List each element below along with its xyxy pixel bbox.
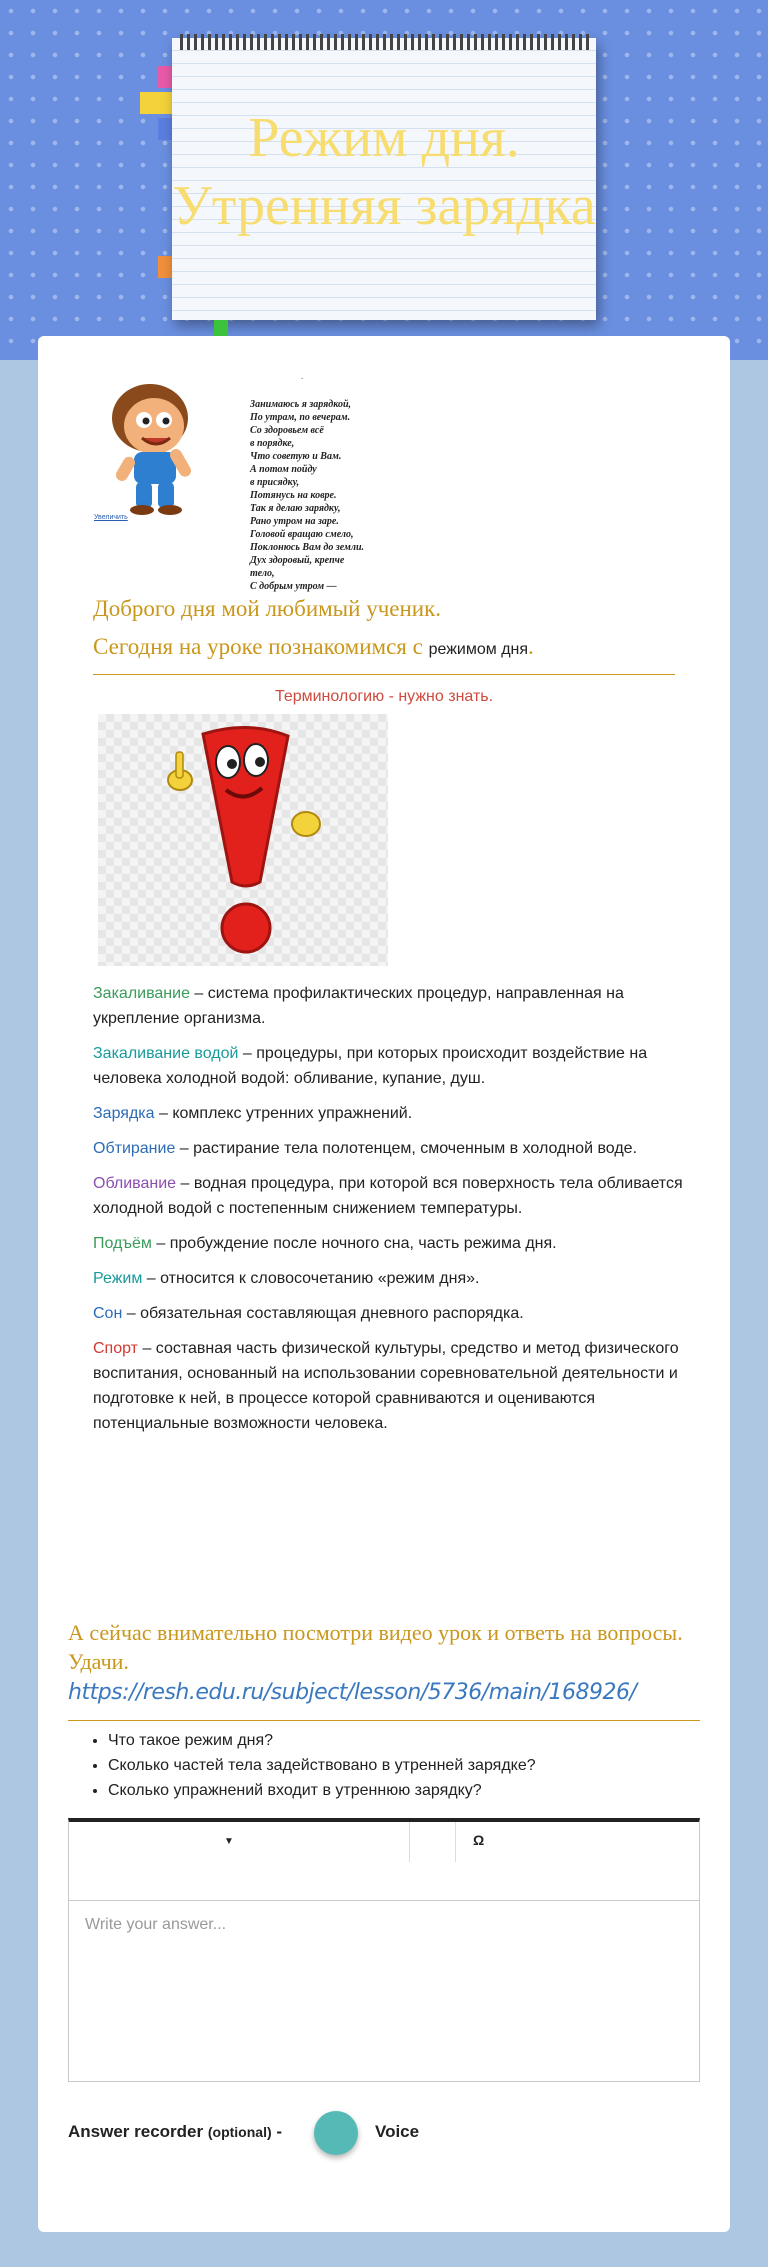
poem-line: в порядке, xyxy=(250,438,295,449)
term-name: Закаливание xyxy=(93,985,190,1002)
questions-list xyxy=(88,1728,536,1803)
recorder-optional-text: (optional) xyxy=(207,2124,272,2140)
term-item xyxy=(93,1266,683,1291)
notepad-tab-pink xyxy=(158,66,172,88)
greeting-line-1: Доброго дня мой любимый ученик. xyxy=(93,596,442,621)
divider xyxy=(68,1720,700,1721)
term-definition: – растирание тела полотенцем, смоченным в холодной воде. xyxy=(175,1140,638,1157)
poem-line: Так я делаю зарядку, xyxy=(250,503,341,514)
poem-line: Потянусь на ковре. xyxy=(250,490,337,501)
divider xyxy=(93,674,675,675)
page-title xyxy=(0,104,768,240)
recorder-dash: - xyxy=(271,2122,283,2141)
term-name: Обливание xyxy=(93,1175,177,1192)
term-item xyxy=(93,1301,683,1326)
video-prompt: А сейчас внимательно посмотри видео урок и ответь на вопросы. Удачи. xyxy=(68,1620,683,1674)
term-name: Спорт xyxy=(93,1340,138,1357)
term-definition: – процедуры, при которых происходит воздействие на человека холодной водой: обливание, купание, душ. xyxy=(93,1045,648,1087)
term-name: Обтирание xyxy=(93,1140,176,1157)
editor-toolbar xyxy=(69,1822,699,1901)
question-item: • Сколько частей тела задействовано в утренней зарядке? xyxy=(108,1753,536,1778)
recorder-label-text: Answer recorder xyxy=(68,2122,204,2141)
poem-line: Головой вращаю смело, xyxy=(250,529,354,540)
notepad-spiral xyxy=(180,34,590,50)
poem-line: Поклонюсь Вам до земли. xyxy=(250,542,365,553)
term-item xyxy=(93,1101,683,1126)
term-item xyxy=(93,1171,683,1221)
caret-down-icon: ▼ xyxy=(224,1836,234,1847)
term-definition: – относится к словосочетанию «режим дня». xyxy=(142,1270,480,1287)
title-line-1: Режим дня. xyxy=(248,107,520,169)
greeting-suffix: . xyxy=(528,634,534,659)
answer-input[interactable] xyxy=(69,1900,699,2080)
enlarge-image-link[interactable]: Увеличить xyxy=(94,514,128,521)
voice-record-button[interactable] xyxy=(314,2111,358,2155)
poem-line: Дух здоровый, крепче xyxy=(250,555,345,566)
term-definition: – комплекс утренних упражнений. xyxy=(154,1105,413,1122)
greeting-prefix: Сегодня на уроке познакомимся с xyxy=(93,634,429,659)
poem xyxy=(250,398,400,593)
poem-line: Рано утром на заре. xyxy=(250,516,339,527)
answer-editor xyxy=(68,1818,700,2082)
exclamation-mark-icon xyxy=(98,714,388,966)
header-banner xyxy=(0,0,768,360)
cartoon-boy-icon xyxy=(90,376,220,516)
term-item xyxy=(93,1336,683,1436)
toolbar-button[interactable] xyxy=(409,1822,456,1862)
cartoon-boy-image xyxy=(90,376,220,516)
term-definition: – система профилактических процедур, направленная на укрепление организма. xyxy=(93,985,624,1027)
term-item xyxy=(93,981,683,1031)
format-dropdown[interactable] xyxy=(69,1822,410,1862)
video-lesson-link[interactable]: https://resh.edu.ru/subject/lesson/5736/main/168926/ xyxy=(68,1680,637,1705)
question-item: • Сколько упражнений входит в утреннюю зарядку? xyxy=(108,1778,536,1803)
poem-line: тело, xyxy=(250,568,275,579)
poem-line: А потом пойду xyxy=(250,464,317,475)
term-name: Закаливание водой xyxy=(93,1045,239,1062)
term-name: Сон xyxy=(93,1305,123,1322)
content-card xyxy=(38,336,730,2232)
poem-line: Что советую и Вам. xyxy=(250,451,342,462)
poem-line: С добрым утром — xyxy=(250,581,337,592)
poem-line: Со здоровьем всё xyxy=(250,425,324,436)
separator-dot: . xyxy=(301,372,304,381)
poem-line: По утрам, по вечерам. xyxy=(250,412,351,423)
voice-label: Voice xyxy=(375,2122,420,2141)
term-name: Подъём xyxy=(93,1235,152,1252)
term-item xyxy=(93,1041,683,1091)
term-item xyxy=(93,1136,683,1161)
terminology-heading: Терминологию - нужно знать. xyxy=(274,688,494,705)
exclamation-image xyxy=(98,714,388,966)
term-name: Зарядка xyxy=(93,1105,155,1122)
term-item xyxy=(93,1231,683,1256)
poem-line: Занимаюсь я зарядкой, xyxy=(250,399,352,410)
special-characters-button[interactable]: Ω xyxy=(473,1832,485,1848)
term-definition: – обязательная составляющая дневного распорядка. xyxy=(122,1305,524,1322)
answer-recorder-label xyxy=(68,2122,282,2142)
term-name: Режим xyxy=(93,1270,143,1287)
term-definition: – водная процедура, при которой вся поверхность тела обливается холодной водой с постепенным снижением температуры. xyxy=(93,1175,683,1217)
terminology-list xyxy=(93,981,683,1446)
poem-line: в присядку, xyxy=(250,477,300,488)
question-item: • Что такое режим дня? xyxy=(108,1728,536,1753)
term-definition: – составная часть физической культуры, средство и метод физического воспитания, основанный на использовании соревновательной деятельности и подготовке к ней, в процессе которой сравниваются и оцениваются потенциальные возможности человека. xyxy=(93,1340,679,1432)
greeting-highlight: режимом дня xyxy=(428,641,529,658)
title-line-2: Утренняя зарядка xyxy=(172,175,596,237)
term-definition: – пробуждение после ночного сна, часть режима дня. xyxy=(151,1235,557,1252)
greeting-line-2 xyxy=(93,634,693,660)
notepad-tab-orange xyxy=(158,256,172,278)
